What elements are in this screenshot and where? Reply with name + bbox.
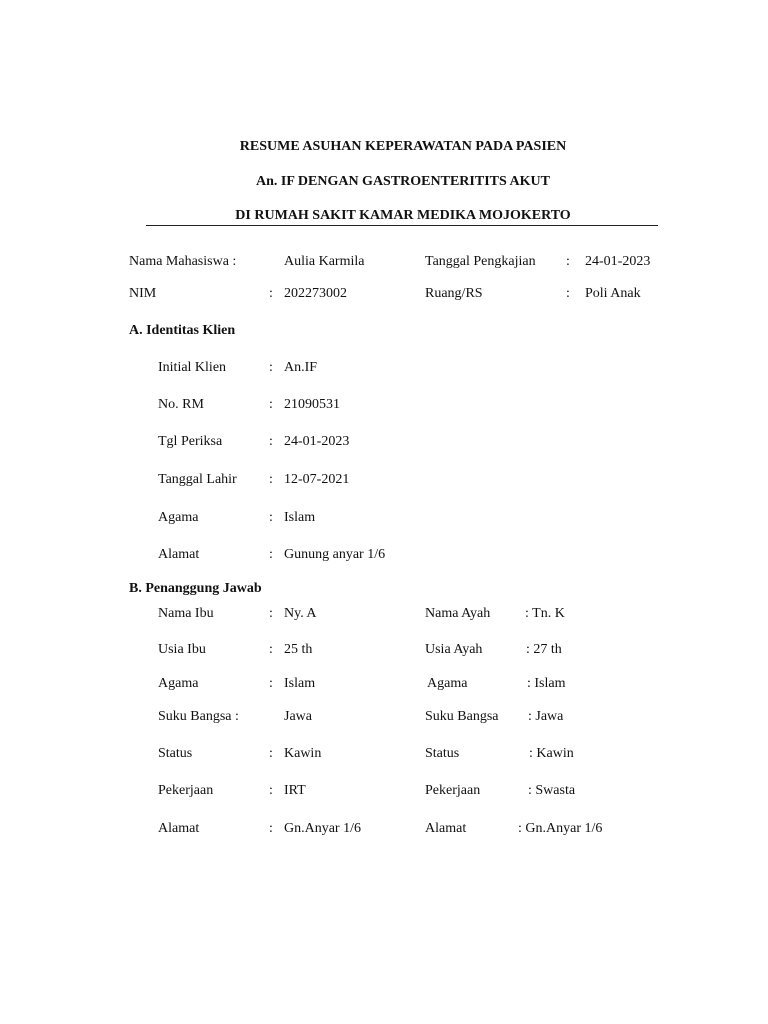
a-row-colon: : [269, 397, 273, 412]
section-a-heading: A. Identitas Klien [129, 323, 236, 338]
b-right-value: : 27 th [526, 642, 562, 657]
b-left-label: Suku Bangsa : [158, 709, 239, 724]
ruang-label: Ruang/RS [425, 286, 483, 301]
b-right-value: : Tn. K [525, 606, 565, 621]
a-row-label: No. RM [158, 397, 204, 412]
b-left-value: 25 th [284, 642, 313, 657]
b-right-value: : Gn.Anyar 1/6 [518, 821, 603, 836]
b-right-label: Suku Bangsa [425, 709, 499, 724]
b-left-colon: : [269, 676, 273, 691]
b-right-value: : Jawa [528, 709, 564, 724]
b-left-value: Ny. A [284, 606, 317, 621]
title-line-2: An. IF DENGAN GASTROENTERITITS AKUT [256, 174, 550, 189]
a-row-label: Initial Klien [158, 360, 227, 375]
title-underline [146, 225, 658, 226]
b-right-value: : Swasta [528, 783, 576, 798]
a-row-colon: : [269, 547, 273, 562]
title-line-1: RESUME ASUHAN KEPERAWATAN PADA PASIEN [239, 139, 567, 154]
a-row-colon: : [269, 360, 273, 375]
a-row-colon: : [269, 472, 273, 487]
tanggal-value: 24-01-2023 [585, 254, 651, 269]
b-right-label: Pekerjaan [425, 783, 481, 798]
b-right-label: Status [425, 746, 460, 761]
b-right-label: Alamat [425, 821, 467, 836]
b-left-label: Agama [158, 676, 199, 691]
nim-label: NIM [129, 286, 157, 301]
a-row-colon: : [269, 434, 273, 449]
b-right-value: : Islam [527, 676, 566, 691]
a-row-value: An.IF [284, 360, 318, 375]
tanggal-colon: : [566, 254, 570, 269]
a-row-value: Gunung anyar 1/6 [284, 547, 386, 562]
nim-value: 202273002 [284, 286, 347, 301]
nim-colon: : [269, 286, 273, 301]
a-row-value: 24-01-2023 [284, 434, 350, 449]
b-left-colon: : [269, 746, 273, 761]
b-left-label: Alamat [158, 821, 200, 836]
b-left-value: Jawa [284, 709, 312, 724]
b-left-colon: : [269, 821, 273, 836]
b-right-label: Usia Ayah [425, 642, 483, 657]
b-left-colon: : [269, 783, 273, 798]
a-row-label: Tgl Periksa [158, 434, 223, 449]
a-row-label: Alamat [158, 547, 200, 562]
b-left-colon: : [269, 606, 273, 621]
b-left-label: Status [158, 746, 193, 761]
ruang-value: Poli Anak [585, 286, 641, 301]
a-row-value: Islam [284, 510, 316, 525]
b-left-value: IRT [284, 783, 306, 798]
b-left-label: Usia Ibu [158, 642, 206, 657]
b-right-label: Nama Ayah [425, 606, 491, 621]
mahasiswa-value: Aulia Karmila [284, 254, 365, 269]
tanggal-label: Tanggal Pengkajian [425, 254, 536, 269]
b-left-label: Pekerjaan [158, 783, 214, 798]
title-line-3: DI RUMAH SAKIT KAMAR MEDIKA MOJOKERTO [235, 208, 571, 223]
b-left-label: Nama Ibu [158, 606, 214, 621]
b-left-value: Islam [284, 676, 316, 691]
b-left-colon: : [269, 642, 273, 657]
a-row-value: 21090531 [284, 397, 340, 412]
ruang-colon: : [566, 286, 570, 301]
section-b-heading: B. Penanggung Jawab [129, 581, 262, 596]
b-left-value: Kawin [284, 746, 322, 761]
b-left-value: Gn.Anyar 1/6 [284, 821, 361, 836]
a-row-label: Tanggal Lahir [158, 472, 237, 487]
mahasiswa-label: Nama Mahasiswa : [129, 254, 237, 269]
b-right-label: Agama [427, 676, 468, 691]
a-row-value: 12-07-2021 [284, 472, 350, 487]
a-row-label: Agama [158, 510, 199, 525]
b-right-value: : Kawin [529, 746, 574, 761]
a-row-colon: : [269, 510, 273, 525]
